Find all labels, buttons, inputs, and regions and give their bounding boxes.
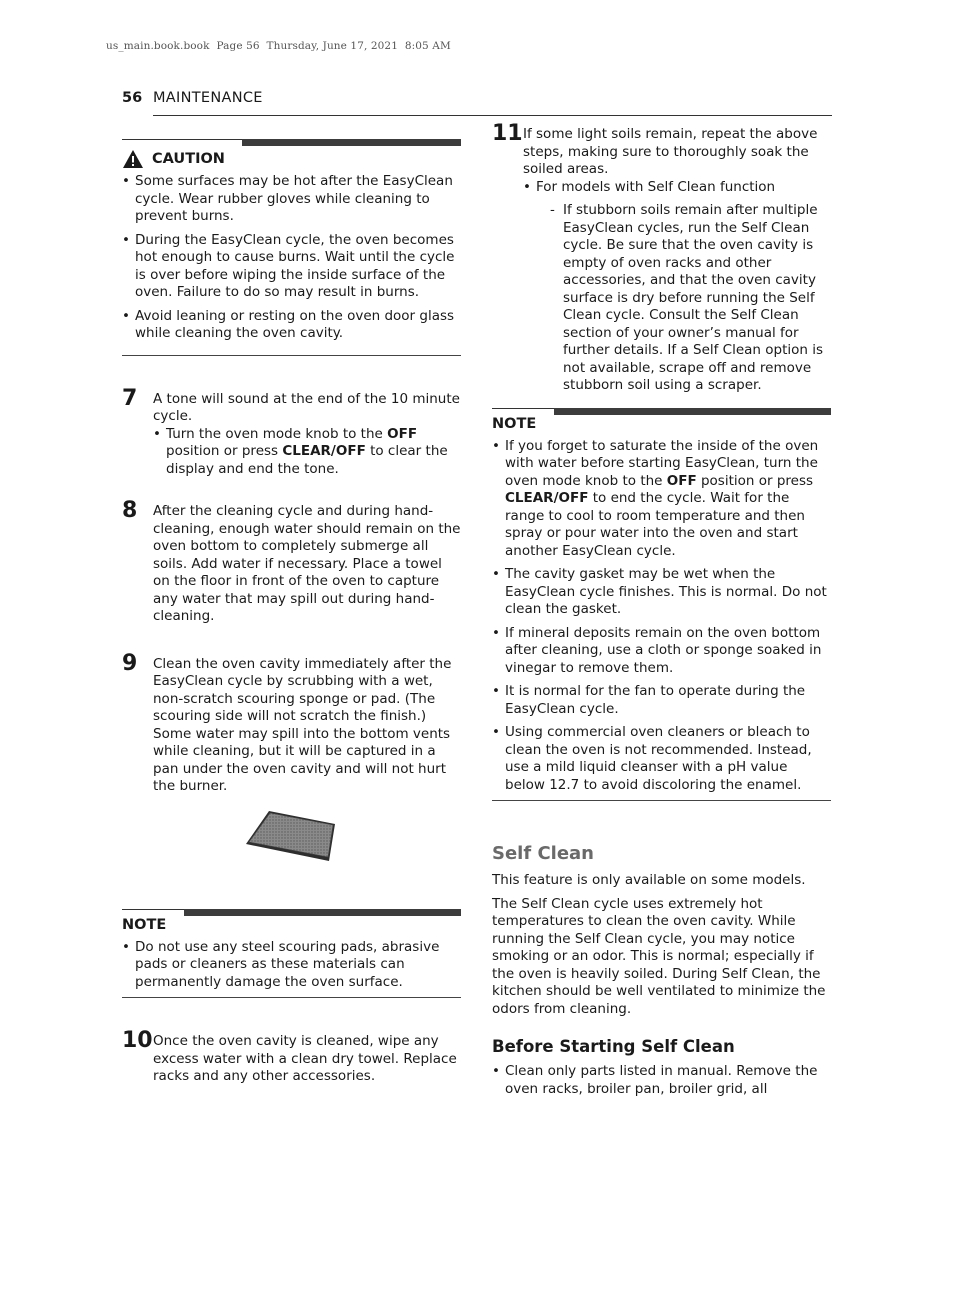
caution-item: • During the EasyClean cycle, the oven becomes hot enough to cause burns. Wait until the cycle is over before wiping the inside surface of the oven. Failure to do so may result in burns. [122, 232, 461, 302]
section-body: The Self Clean cycle uses extremely hot temperatures to clean the oven cavity. While running the Self Clean cycle, you may notice smoking or an odor. This is normal; especially if the oven is heavily soiled. During Self Clean, the kitchen should be well ventilated to minimize the odors from cleaning. [492, 895, 826, 1017]
note-item: • If mineral deposits remain on the oven bottom after cleaning, use a cloth or sponge soaked in vinegar to remove them. [492, 625, 831, 678]
caution-box [122, 130, 461, 356]
note-box-bottom-rule [492, 800, 831, 801]
caution-box-top-rule [122, 130, 461, 140]
note-item: • Using commercial oven cleaners or bleach to clean the oven is not recommended. Instead, use a mild liquid cleanser with a pH value below 12.7 to avoid discoloring the enamel. [492, 724, 831, 794]
note-box-top-rule [122, 900, 461, 910]
header-rule [153, 115, 832, 116]
step-8 [122, 498, 461, 626]
caution-item: • Avoid leaning or resting on the oven door glass while cleaning the oven cavity. [122, 308, 461, 343]
step-7-bullet: • Turn the oven mode knob to the OFF position or press CLEAR/OFF to clear the display and end the tone. [153, 426, 461, 479]
step-7-bullets [153, 426, 461, 479]
step-7 [122, 385, 461, 479]
scouring-sponge-illustration [122, 810, 461, 880]
step-number: 7 [122, 385, 138, 411]
note-item: • Do not use any steel scouring pads, abrasive pads or cleaners as these materials can permanently damage the oven surface. [122, 939, 461, 992]
warning-triangle-icon [122, 149, 144, 169]
note-box-left [122, 900, 461, 999]
note-box-bottom-rule [122, 997, 461, 998]
step-text: After the cleaning cycle and during hand-cleaning, enough water should remain on the oven bottom to completely submerge all soils. Add water if necessary. Place a towel on the floor in front of the oven to capture any water that may spill out during hand-cleaning. [153, 503, 461, 624]
note-item: • It is normal for the fan to operate during the EasyClean cycle. [492, 683, 831, 718]
step-number: 11 [492, 121, 523, 146]
page-section-title: MAINTENANCE [153, 90, 263, 106]
right-column [492, 121, 831, 1104]
step-number: 9 [122, 650, 138, 676]
caution-list [122, 173, 461, 343]
step-text: Once the oven cavity is cleaned, wipe any excess water with a clean dry towel. Replace racks and any other accessories. [153, 1033, 457, 1084]
self-clean-list [492, 1063, 831, 1098]
note-title: NOTE [122, 916, 167, 933]
note-box-right [492, 399, 831, 802]
page-header [122, 90, 832, 118]
step-11 [492, 121, 831, 395]
step-text: A tone will sound at the end of the 10 minute cycle. [153, 390, 460, 424]
note-list [492, 438, 831, 795]
section-intro: This feature is only available on some models. [492, 872, 806, 888]
step-10 [122, 1028, 461, 1086]
caution-box-bottom-rule [122, 355, 461, 356]
page-number: 56 [122, 90, 143, 106]
caution-heading [122, 148, 461, 170]
section-title: Self Clean [492, 843, 594, 864]
step-text: Clean the oven cavity immediately after the EasyClean cycle by scrubbing with a wet, non-scratch scouring sponge or pad. (The scouring side will not scratch the finish.) Some water may spill into the bottom vents while cleaning, but it will be captured in a pan under the oven cavity and will not hurt the burner. [153, 655, 452, 794]
note-title: NOTE [492, 415, 537, 432]
step-text: If some light soils remain, repeat the above steps, making sure to thoroughly soak the soiled areas. [523, 126, 818, 177]
step-11-dash-list [550, 202, 831, 395]
note-list [122, 939, 461, 992]
step-number: 10 [122, 1028, 153, 1053]
step-11-bullets [523, 179, 831, 395]
caution-item: • Some surfaces may be hot after the EasyClean cycle. Wear rubber gloves while cleaning to prevent burns. [122, 173, 461, 226]
note-item: • The cavity gasket may be wet when the EasyClean cycle finishes. This is normal. Do not clean the gasket. [492, 566, 831, 619]
step-9 [122, 650, 461, 796]
print-header: us_main.book.book Page 56 Thursday, June 17, 2021 8:05 AM [106, 40, 451, 52]
step-number: 8 [122, 498, 138, 523]
left-column [122, 130, 461, 1086]
note-box-top-rule [492, 399, 831, 409]
subsection-title: Before Starting Self Clean [492, 1037, 735, 1056]
step-11-dash-item: - If stubborn soils remain after multiple EasyClean cycles, run the Self Clean cycle. Be sure that the oven cavity is empty of oven racks and other accessories, and that the oven cavity surface is dry before running the Self Clean cycle. Consult the Self Clean section of your owner’s manual for further details. If a Self Clean option is not available, scrape off and remove stubborn soil using a scraper. [550, 202, 831, 395]
caution-title: CAUTION [152, 151, 225, 167]
self-clean-item: • Clean only parts listed in manual. Remove the oven racks, broiler pan, broiler grid, all [492, 1063, 831, 1098]
note-item: • If you forget to saturate the inside of the oven with water before starting EasyClean, turn the oven mode knob to the OFF position or press CLEAR/OFF to end the cycle. Wait for the range to cool to room temperature and then spray or pour water into the oven and start another EasyClean cycle. [492, 438, 831, 561]
step-11-bullet: • For models with Self Clean function - If stubborn soils remain after multiple EasyClean cycles, run the Self Clean cycle. Be sure that the oven cavity is empty of oven racks and other accessories, and that the oven cavity surface is dry before running the Self Clean cycle. Consult the Self Clean section of your owner’s manual for further details. If a Self Clean option is not available, scrape off and remove stubborn soil using a scraper. [523, 179, 831, 395]
